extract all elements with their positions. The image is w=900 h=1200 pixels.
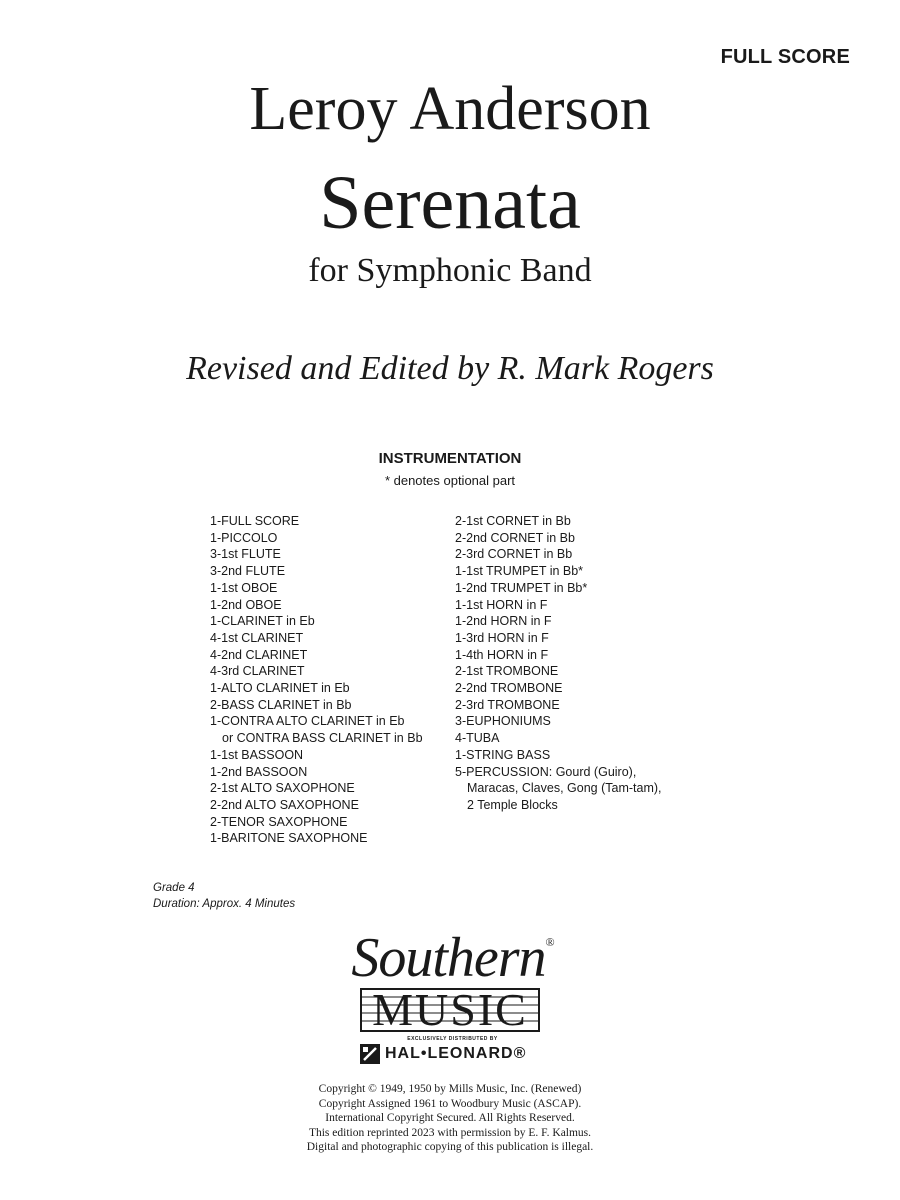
instrument-item: 2-3rd TROMBONE (455, 697, 560, 712)
instrumentation-note: * denotes optional part (384, 473, 516, 488)
instrument-item: 1-2nd HORN in F (455, 614, 552, 629)
logo-music-wordmark: MUSIC (372, 984, 528, 1035)
instrument-item: 1-2nd TRUMPET in Bb* (455, 580, 588, 595)
hal-leonard-wordmark: HAL•LEONARD® (385, 1045, 527, 1062)
composer-name: Leroy Anderson (249, 75, 651, 143)
logo-music-staff (360, 984, 540, 1035)
instrument-item: 3-EUPHONIUMS (455, 714, 551, 729)
logo-distributed-by: EXCLUSIVELY DISTRIBUTED BY (407, 1036, 498, 1042)
instrument-item: 1-FULL SCORE (210, 514, 300, 528)
copyright-line: Copyright © 1949, 1950 by Mills Music, Inc. (Renewed) (318, 1083, 582, 1095)
instrument-item: 1-1st BASSOON (210, 747, 304, 762)
instrument-item: 1-BARITONE SAXOPHONE (210, 831, 368, 846)
instrumentation-left-column (210, 513, 423, 847)
instrument-item: 2-BASS CLARINET in Bb (210, 697, 352, 712)
instrument-item: 1-4th HORN in F (455, 647, 549, 662)
instrument-item: 1-CLARINET in Eb (210, 614, 315, 629)
copyright-line: Copyright Assigned 1961 to Woodbury Music (ASCAP). (318, 1097, 582, 1110)
logo-southern-wordmark: Southern® (351, 927, 554, 989)
instrument-item: 2-1st TROMBONE (455, 664, 559, 679)
southern-music-logo (345, 927, 560, 1070)
instrument-item: 1-ALTO CLARINET in Eb (210, 681, 350, 696)
copyright-notice (0, 1082, 900, 1155)
instrument-item: 4-2nd CLARINET (210, 647, 308, 662)
full-score-label: FULL SCORE (720, 46, 850, 68)
instrument-item: 4-1st CLARINET (210, 630, 304, 645)
instrument-item: 2-1st CORNET in Bb (455, 514, 571, 528)
hal-leonard-logo (360, 1043, 560, 1065)
instrument-item: 1-PICCOLO (210, 530, 278, 545)
copyright-line: International Copyright Secured. All Rights Reserved. (325, 1112, 575, 1124)
instrument-item: 2-2nd TROMBONE (455, 681, 563, 696)
instrument-item: 1-2nd OBOE (210, 597, 282, 612)
instrument-item: 1-1st TRUMPET in Bb* (455, 564, 584, 579)
instrument-item: 2-3rd CORNET in Bb (455, 547, 573, 562)
instrument-item: 1-1st OBOE (210, 580, 278, 595)
copyright-line: This edition reprinted 2023 with permission by E. F. Kalmus. (308, 1126, 592, 1139)
copyright-line: Digital and photographic copying of this publication is illegal. (306, 1141, 594, 1153)
instrument-item: 1-STRING BASS (455, 747, 551, 762)
instrument-item: 2-TENOR SAXOPHONE (210, 814, 348, 829)
grade-text: Grade 4 (153, 882, 195, 894)
instrument-item: 5-PERCUSSION: Gourd (Guiro), (455, 764, 637, 779)
instrument-item: 1-3rd HORN in F (455, 630, 549, 645)
instrument-item: 2-1st ALTO SAXOPHONE (210, 781, 355, 796)
instrument-item: 2-2nd CORNET in Bb (455, 530, 575, 545)
piece-title: Serenata (319, 161, 581, 245)
hal-leonard-mark-icon (360, 1044, 380, 1064)
instrument-item: 2-2nd ALTO SAXOPHONE (210, 797, 359, 812)
instrumentation-heading: INSTRUMENTATION (378, 450, 522, 467)
instrument-item: 4-TUBA (455, 731, 500, 746)
instrument-item: 1-CONTRA ALTO CLARINET in Eb (210, 714, 405, 729)
editor-credit: Revised and Edited by R. Mark Rogers (186, 350, 714, 387)
grade-duration-block (153, 880, 295, 912)
piece-subtitle: for Symphonic Band (308, 252, 592, 289)
instrument-item: 3-1st FLUTE (210, 547, 281, 562)
instrument-item: Maracas, Claves, Gong (Tam-tam), (467, 781, 662, 796)
instrument-item: 2 Temple Blocks (467, 797, 558, 812)
instrument-item: 4-3rd CLARINET (210, 664, 305, 679)
instrumentation-right-column (455, 513, 662, 814)
instrument-item: 1-1st HORN in F (455, 597, 548, 612)
instrument-item: or CONTRA BASS CLARINET in Bb (222, 731, 423, 746)
instrument-item: 3-2nd FLUTE (210, 564, 286, 579)
duration-text: Duration: Approx. 4 Minutes (153, 898, 296, 910)
instrument-item: 1-2nd BASSOON (210, 764, 308, 779)
